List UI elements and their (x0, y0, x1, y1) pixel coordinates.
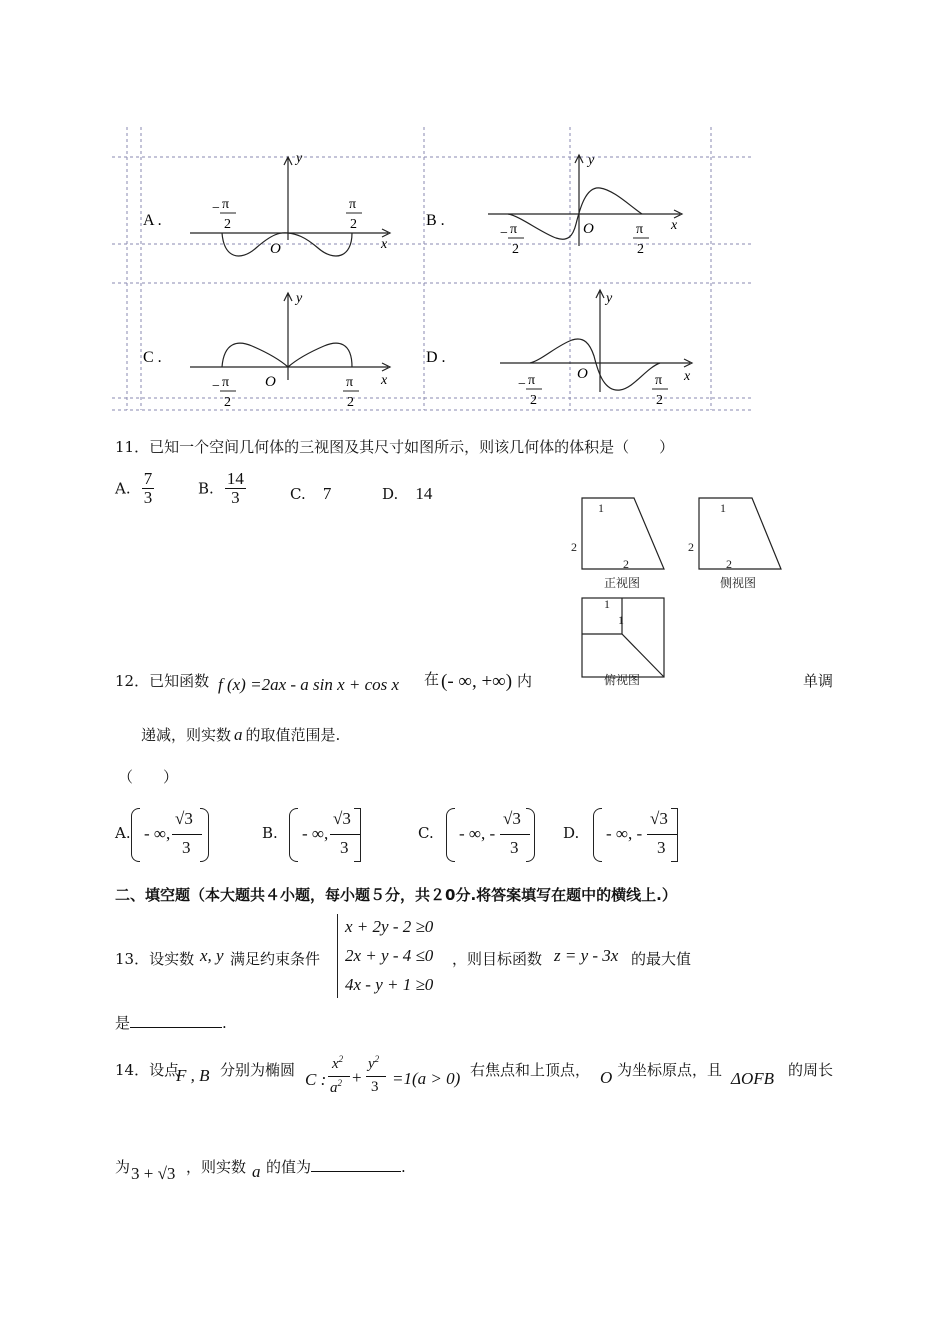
q12-option-c-den: 3 (510, 838, 519, 857)
tick-neg-minus: − (212, 379, 220, 394)
front-bottom-dim: 2 (623, 557, 629, 571)
q14-line2-end: 的值为 (266, 1158, 312, 1176)
q14-line2: 为 (115, 1158, 131, 1176)
side-view-shape (699, 498, 781, 569)
q12-paren: （ ） (118, 768, 179, 786)
q14-c-label: C : (305, 1070, 327, 1089)
fraction (225, 470, 246, 507)
q14-mid: 分别为椭圆 (220, 1061, 296, 1079)
front-view-caption: 正视图 (604, 576, 641, 590)
tick-pos-pi: π (346, 375, 354, 390)
q12-option-d-den: 3 (657, 838, 666, 857)
q12-option-d-open-paren (593, 808, 602, 862)
three-views-figure (560, 490, 800, 690)
q11-option-a (115, 470, 154, 507)
graph-c (190, 293, 390, 380)
q14-triangle: ΔOFB (731, 1069, 775, 1088)
axis-x-label: x (381, 373, 388, 388)
q14-a-exp: 2 (337, 1078, 342, 1088)
side-bottom-dim: 2 (726, 557, 732, 571)
q12-option-a-close-paren (200, 808, 209, 862)
option-label: D. (382, 485, 399, 503)
side-left-dim: 2 (688, 540, 694, 554)
q12-option-c-open-paren (446, 808, 455, 862)
q13-answer-blank[interactable] (130, 1013, 222, 1028)
tick-neg-pi: π (222, 197, 230, 212)
q12-var: a (234, 725, 243, 744)
function-graphs-grid (0, 0, 950, 420)
q12-option-b-den: 3 (340, 838, 349, 857)
curve-d (530, 339, 663, 390)
q12-option-b-label: B. (262, 824, 278, 842)
q12-option-a-label: A. (115, 824, 131, 842)
q12-line2 (141, 724, 340, 745)
graph-a (190, 157, 390, 256)
q13-prefix: 13．设实数 (115, 950, 195, 968)
tick-neg-den: 2 (530, 393, 537, 408)
tick-neg-den: 2 (224, 217, 231, 232)
fraction (142, 470, 155, 507)
q14-plus: + (352, 1068, 362, 1087)
origin-label: O (577, 366, 588, 382)
q12-line2-text: 递减，则实数 (141, 726, 232, 744)
option-label: A. (115, 479, 131, 498)
axis-x-label: x (671, 218, 678, 233)
q12-line2-end: 的取值范围是. (245, 726, 341, 744)
q11-option-c (290, 484, 331, 504)
q12-right: 单调 (803, 672, 834, 690)
q12-option-c-num: √3 (503, 809, 521, 828)
q13-constraint-1: x + 2y - 2 ≥0 (345, 917, 434, 936)
q12-option-a-bar (172, 834, 202, 835)
front-left-dim: 2 (571, 540, 577, 554)
q14-y-bar (366, 1076, 386, 1077)
axis-y-label: y (588, 153, 595, 168)
q14-x: x (332, 1056, 339, 1072)
q14-y-exp: 2 (374, 1054, 380, 1064)
origin-label: O (270, 241, 281, 257)
numerator: 7 (143, 469, 153, 488)
q12-option-d-num: √3 (650, 809, 668, 828)
tick-neg-minus: − (500, 226, 508, 241)
option-label: B. (198, 479, 214, 498)
q12-option-c-head: - ∞, - (459, 824, 496, 843)
option-value: 7 (322, 484, 332, 503)
q12-function: f (x) =2ax - a sin x + cos x (218, 675, 400, 694)
q14-three: 3 (371, 1079, 379, 1095)
axis-y-label: y (606, 291, 613, 306)
top-dim-a: 1 (604, 597, 610, 611)
q13-target: z = y - 3x (554, 946, 619, 965)
q14-x-exp: 2 (338, 1054, 344, 1064)
tick-pos-pi: π (349, 197, 357, 212)
q14-x-num (332, 1054, 343, 1073)
q13-end: 的最大值 (631, 950, 692, 968)
q12-option-b-num: √3 (333, 809, 351, 828)
q11-option-b (198, 470, 246, 507)
tick-pos-pi: π (655, 373, 663, 388)
q14-mid2: 右焦点和上顶点， (470, 1061, 591, 1079)
q12-mid: 在 (424, 670, 440, 688)
tick-neg-minus: − (518, 377, 526, 392)
q12-option-a-num: √3 (175, 809, 193, 828)
q14-line2-end-wrap (266, 1156, 406, 1177)
q14-prefix: 14．设点 (115, 1061, 180, 1079)
q12-prefix: 12．已知函数 (115, 672, 210, 690)
tick-pos-den: 2 (347, 395, 354, 410)
q12-option-b-open-paren (289, 808, 298, 862)
q14-a: a (330, 1080, 338, 1096)
option-label-d: D . (426, 349, 446, 366)
top-view-caption: 俯视图 (604, 673, 641, 687)
front-top-dim: 1 (598, 501, 604, 515)
q13-constraint-2: 2x + y - 4 ≤0 (345, 946, 434, 965)
tick-neg-minus: − (212, 201, 220, 216)
q14-points: F , B (176, 1066, 210, 1085)
q12-option-a-den: 3 (182, 838, 191, 857)
q13-period: . (222, 1014, 227, 1032)
denominator: 3 (231, 487, 240, 507)
option-label: C. (290, 485, 306, 503)
q11-stem: 11．已知一个空间几何体的三视图及其尺寸如图所示，则该几何体的体积是（ ） (115, 438, 675, 456)
side-top-dim: 1 (720, 501, 726, 515)
q12-option-c-close-paren (526, 808, 535, 862)
axis-x-label: x (684, 369, 691, 384)
q12-option-b-head: - ∞, (302, 824, 329, 843)
tick-neg-pi: π (222, 375, 230, 390)
q14-y-num (368, 1054, 379, 1073)
q12-suffix: 内 (517, 672, 533, 690)
q12-option-d-close-bracket (671, 808, 678, 862)
q14-eq: =1(a > 0) (392, 1069, 461, 1088)
q14-y: y (368, 1056, 375, 1072)
q12-interval: (- ∞, +∞) (441, 671, 513, 692)
tick-pos-den: 2 (350, 217, 357, 232)
q14-end: 的周长 (788, 1061, 834, 1079)
q14-x-bar (328, 1076, 350, 1077)
top-dim-b: 1 (618, 613, 624, 627)
q13-after: ，则目标函数 (452, 950, 543, 968)
q13-line2-text: 是 (115, 1014, 131, 1032)
q13-vars: x, y (200, 946, 224, 965)
q12-option-a-head: - ∞, (144, 824, 171, 843)
numerator: 14 (226, 469, 244, 488)
option-label-c: C . (143, 349, 162, 366)
tick-neg-pi: π (528, 373, 536, 388)
q14-origin: O (600, 1068, 613, 1087)
q12-option-b-close-bracket (354, 808, 361, 862)
denominator: 3 (143, 487, 153, 507)
option-label-a: A . (143, 212, 162, 229)
q12-option-d-label: D. (563, 824, 580, 842)
q12-option-c-label: C. (418, 824, 434, 842)
q13-line2 (115, 1012, 227, 1033)
curve-c (222, 343, 352, 367)
q14-var: a (252, 1162, 261, 1181)
option-label-b: B . (426, 212, 445, 229)
tick-pos-pi: π (636, 222, 644, 237)
q12-option-d-head: - ∞, - (606, 824, 643, 843)
tick-pos-den: 2 (656, 393, 663, 408)
side-view-caption: 侧视图 (720, 576, 757, 590)
option-value: 14 (415, 484, 433, 503)
origin-label: O (265, 374, 276, 390)
origin-label: O (583, 221, 594, 237)
q14-line2-mid: ，则实数 (186, 1158, 247, 1176)
q11-option-d (382, 484, 432, 504)
q13-brace (337, 914, 342, 998)
q14-answer-blank[interactable] (311, 1157, 401, 1172)
tick-neg-den: 2 (512, 242, 519, 257)
axis-y-label: y (296, 151, 303, 166)
axis-y-label: y (296, 291, 303, 306)
q14-mid3: 为坐标原点，且 (617, 1061, 723, 1079)
q13-mid: 满足约束条件 (230, 950, 321, 968)
axis-x-label: x (381, 237, 388, 252)
section-heading: 二、填空题（本大题共４小题，每小题５分，共２0分.将答案填写在题中的横线上.） (115, 886, 677, 904)
q14-value: 3 + √3 (131, 1164, 176, 1183)
tick-neg-pi: π (510, 222, 518, 237)
tick-pos-den: 2 (637, 242, 644, 257)
q14-period: . (401, 1158, 406, 1176)
tick-neg-den: 2 (224, 395, 231, 410)
q13-constraint-3: 4x - y + 1 ≥0 (345, 975, 434, 994)
q14-a-den (330, 1078, 342, 1097)
q12-option-a-open-paren (131, 808, 140, 862)
